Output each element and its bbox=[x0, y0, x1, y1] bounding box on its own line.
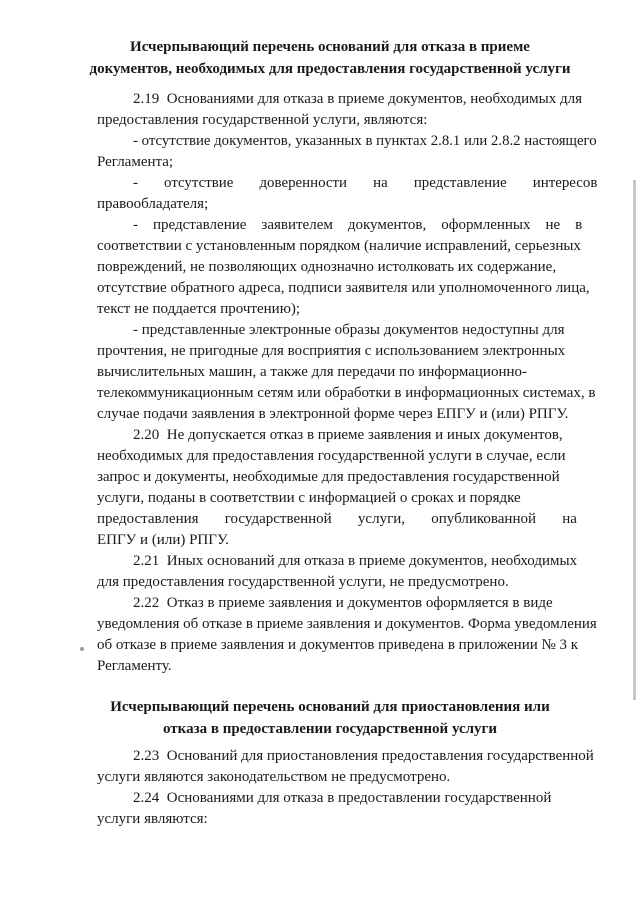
heading-line: Исчерпывающий перечень оснований для отказа в приеме bbox=[130, 39, 530, 55]
text-line: случае подачи заявления в электронной форме через ЕПГУ и (или) РПГУ. bbox=[97, 406, 569, 422]
text-line: - представленные электронные образы документов недоступны для bbox=[133, 322, 565, 338]
text-line: услуги, поданы в соответствии с информацией о сроках и порядке bbox=[97, 490, 521, 506]
text-line: для предоставления государственной услуги, не предусмотрено. bbox=[97, 574, 509, 590]
section-heading-refusal-acceptance bbox=[60, 36, 600, 80]
text-line: 2.20 Не допускается отказ в приеме заявления и иных документов, bbox=[133, 427, 563, 443]
text-line: предоставления государственной услуги, опубликованной на bbox=[97, 511, 577, 527]
heading-line: Исчерпывающий перечень оснований для приостановления или bbox=[110, 699, 550, 715]
text-line: соответствии с установленным порядком (наличие исправлений, серьезных bbox=[97, 238, 581, 254]
text-line: уведомления об отказе в приеме заявления и документов. Форма уведомления bbox=[97, 616, 597, 632]
text-line: об отказе в приеме заявления и документов приведена в приложении № 3 к bbox=[97, 637, 579, 653]
text-line: текст не поддается прочтению); bbox=[97, 301, 301, 317]
text-line: услуги являются: bbox=[97, 811, 208, 827]
text-line: запрос и документы, необходимые для предоставления государственной bbox=[97, 469, 560, 485]
text-line: отсутствие обратного адреса, подписи заявителя или уполномоченного лица, bbox=[97, 280, 590, 296]
section-heading-suspension-refusal bbox=[60, 696, 600, 740]
text-line: - отсутствие доверенности на представление интересов bbox=[133, 175, 598, 191]
scan-edge-artifact bbox=[633, 180, 636, 700]
text-line: повреждений, не позволяющих однозначно истолковать их содержание, bbox=[97, 259, 557, 275]
scan-dot-artifact bbox=[80, 647, 84, 651]
text-line: ЕПГУ и (или) РПГУ. bbox=[97, 532, 229, 548]
text-line: Регламенту. bbox=[97, 658, 172, 674]
heading-line: отказа в предоставлении государственной услуги bbox=[162, 721, 498, 737]
text-line: 2.22 Отказ в приеме заявления и документов оформляется в виде bbox=[133, 595, 553, 611]
text-line: 2.21 Иных оснований для отказа в приеме документов, необходимых bbox=[133, 553, 578, 569]
text-line: 2.19 Основаниями для отказа в приеме документов, необходимых для bbox=[133, 91, 583, 107]
text-line: 2.23 Оснований для приостановления предоставления государственной bbox=[133, 748, 594, 764]
text-line: предоставления государственной услуги, являются: bbox=[97, 112, 428, 128]
text-line: - отсутствие документов, указанных в пунктах 2.8.1 или 2.8.2 настоящего bbox=[133, 133, 597, 149]
heading-line: документов, необходимых для предоставления государственной услуги bbox=[89, 61, 571, 77]
text-line: Регламента; bbox=[97, 154, 174, 170]
text-line: - представление заявителем документов, оформленных не в bbox=[133, 217, 583, 233]
text-line: вычислительных машин, а также для передачи по информационно- bbox=[97, 364, 528, 380]
text-line: прочтения, не пригодные для восприятия с использованием электронных bbox=[97, 343, 566, 359]
text-line: необходимых для предоставления государственной услуги в случае, если bbox=[97, 448, 566, 464]
text-line: правообладателя; bbox=[97, 196, 209, 212]
text-line: телекоммуникационным сетям или обработки в информационных системах, в bbox=[97, 385, 596, 401]
text-line: 2.24 Основаниями для отказа в предоставлении государственной bbox=[133, 790, 552, 806]
text-line: услуги являются законодательством не предусмотрено. bbox=[97, 769, 451, 785]
